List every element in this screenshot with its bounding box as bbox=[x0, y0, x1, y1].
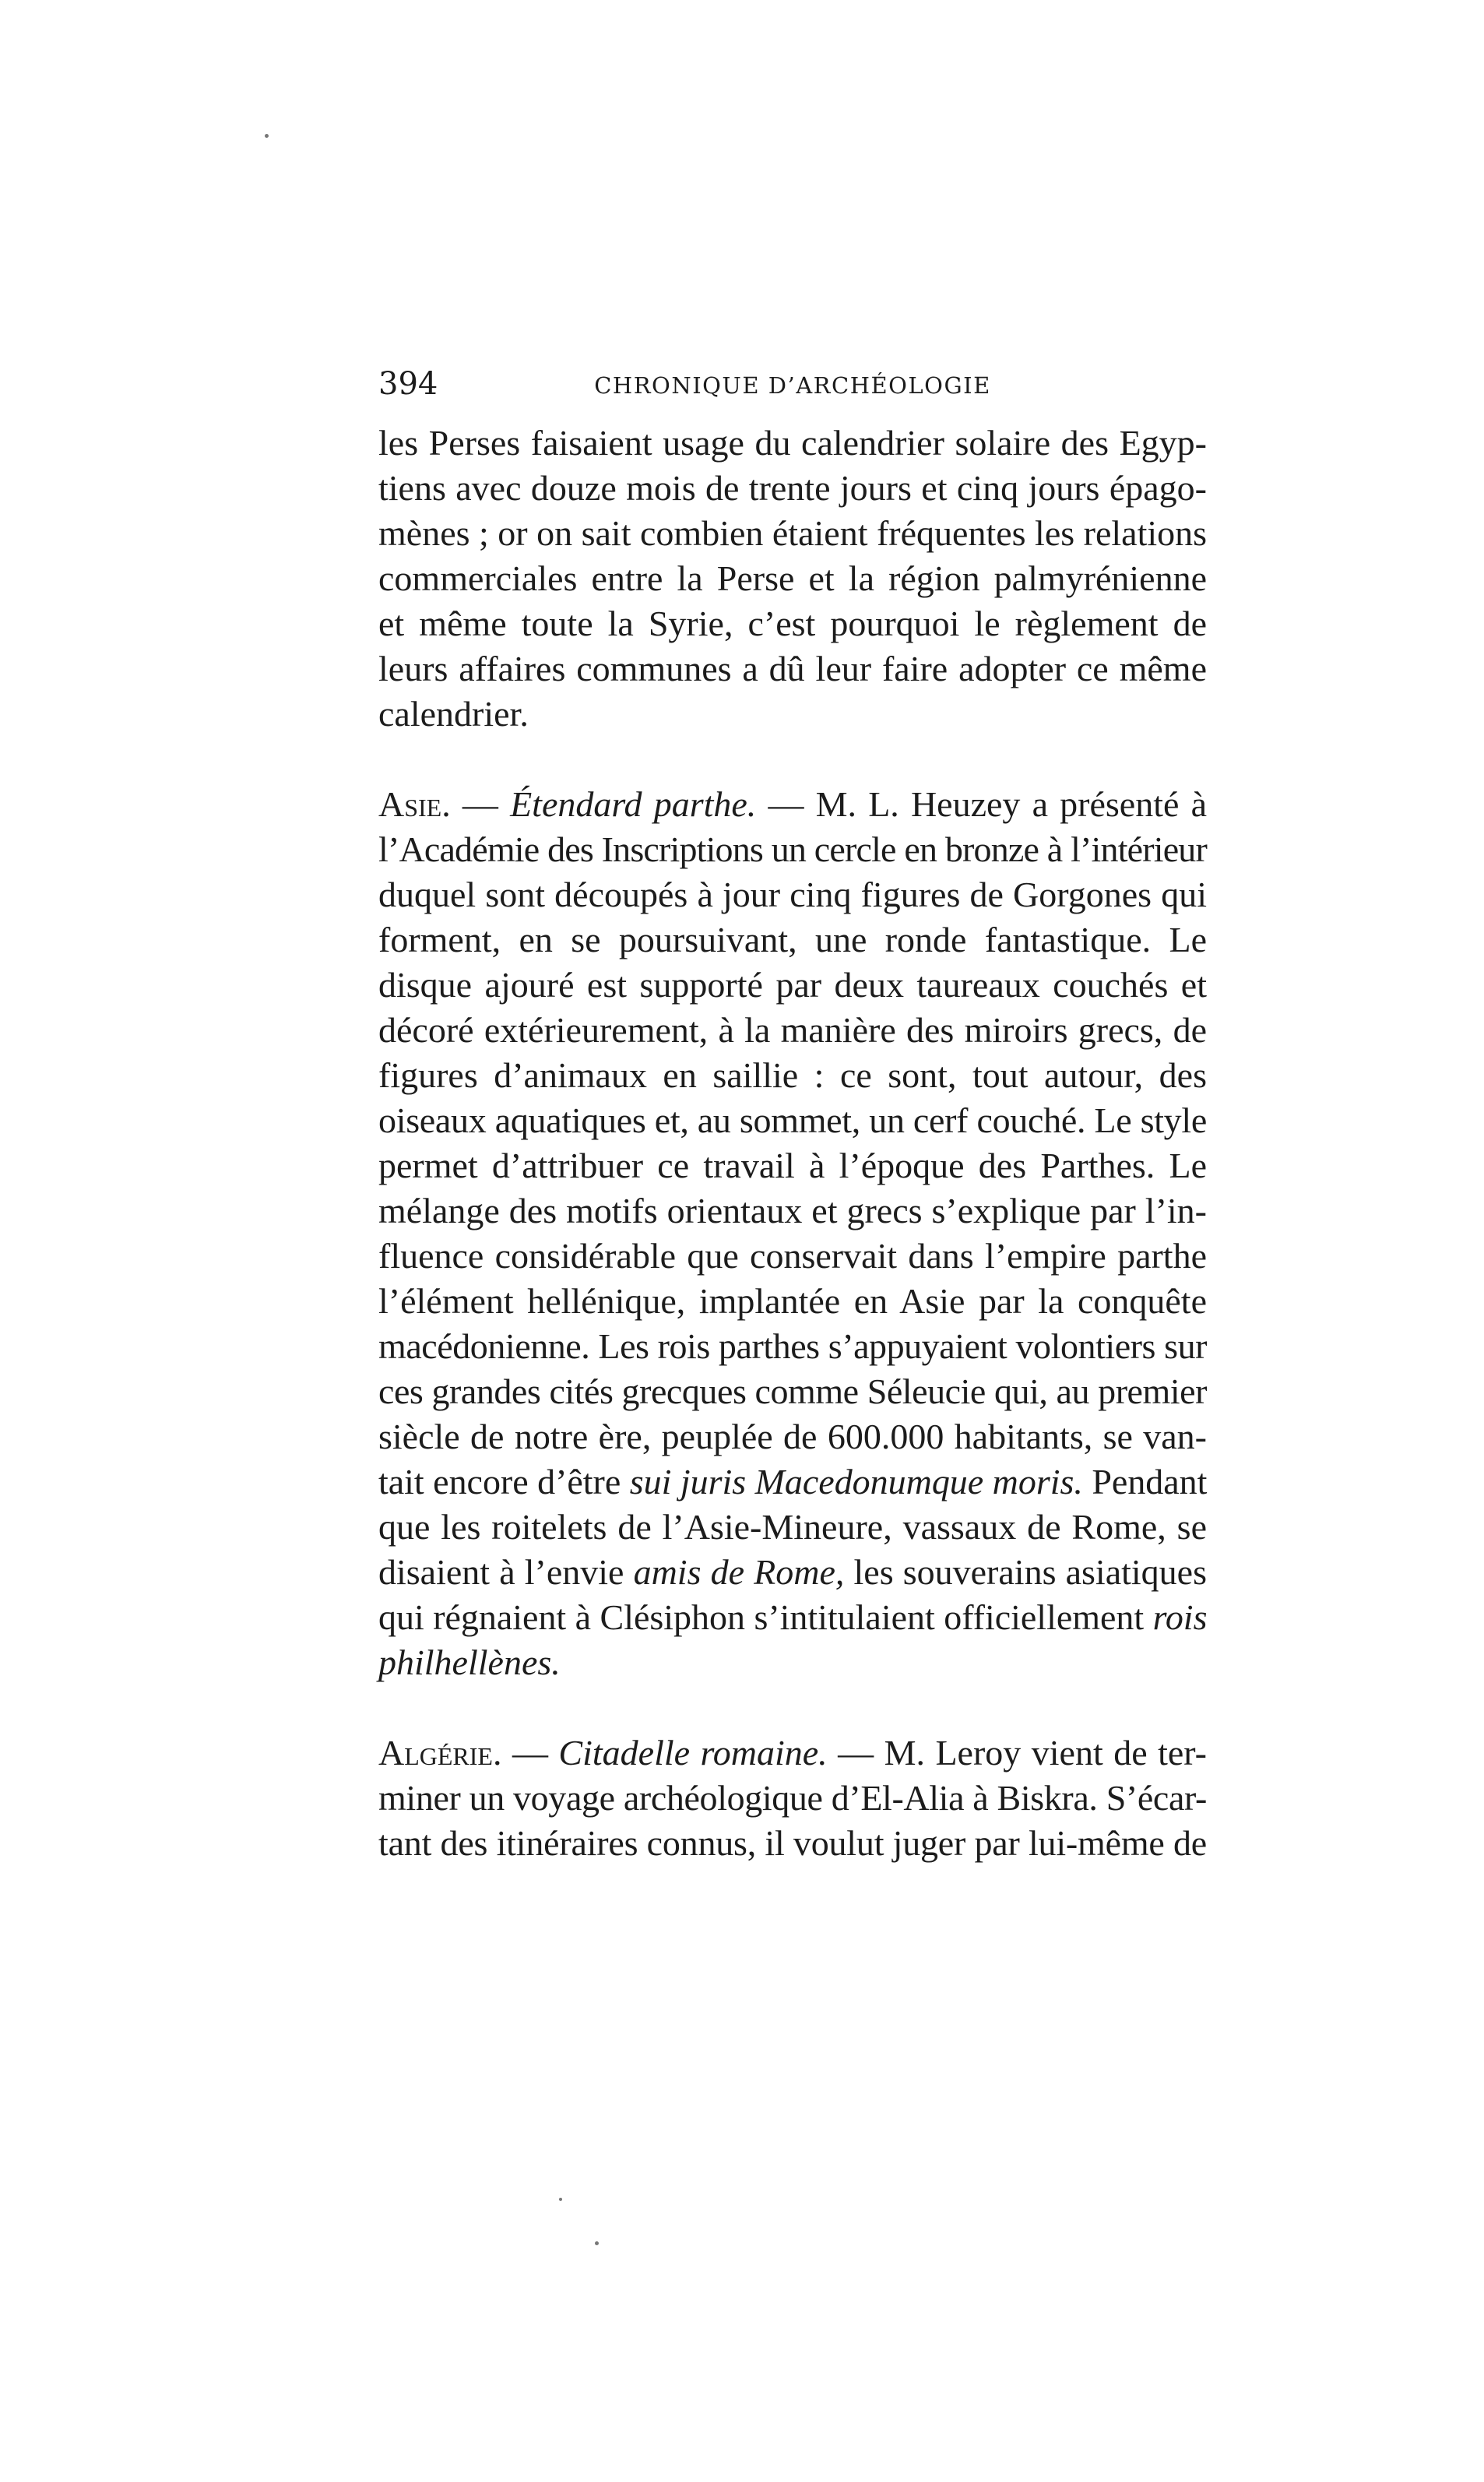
text-line: leurs affaires communes a dû leur faire adopter ce même bbox=[378, 649, 1207, 688]
print-speck bbox=[559, 2198, 562, 2201]
section-name: Algérie. bbox=[378, 1733, 502, 1773]
text-line: permet d’attribuer ce travail à l’époque des Parthes. Le bbox=[378, 1146, 1207, 1185]
body-text bbox=[378, 421, 1207, 1866]
text-line: mélange des motifs orientaux et grecs s’explique par l’in- bbox=[378, 1191, 1207, 1230]
italic-phrase: sui juris Macedonumque moris. bbox=[629, 1462, 1083, 1502]
text-line: oiseaux aquatiques et, au sommet, un cerf couché. Le style bbox=[378, 1100, 1207, 1140]
text-line: commerciales entre la Perse et la région palmyrénienne bbox=[378, 558, 1207, 598]
text-line: forment, en se poursuivant, une ronde fantastique. Le bbox=[378, 920, 1207, 959]
section-title: Étendard parthe. bbox=[510, 784, 757, 824]
text-line: figures d’animaux en saillie : ce sont, tout autour, des bbox=[378, 1055, 1207, 1095]
text-line: siècle de notre ère, peuplée de 600.000 habitants, se van- bbox=[378, 1417, 1207, 1456]
text-line: l’élément hellénique, implantée en Asie par la conquête bbox=[378, 1281, 1207, 1321]
text-line: miner un voyage archéologique d’El-Alia à Biskra. S’écar- bbox=[378, 1778, 1207, 1818]
text-line: calendrier. bbox=[378, 694, 529, 734]
text-line: disque ajouré est supporté par deux taureaux couchés et bbox=[378, 965, 1207, 1005]
paragraph-calendar bbox=[378, 421, 1207, 737]
section-name: Asie. bbox=[378, 784, 451, 824]
text-line: ces grandes cités grecques comme Séleucie qui, au premier bbox=[378, 1371, 1207, 1411]
text-line: tant des itinéraires connus, il voulut juger par lui-même de bbox=[378, 1823, 1207, 1863]
text-line: les Perses faisaient usage du calendrier solaire des Egyp- bbox=[378, 423, 1207, 463]
text-line: duquel sont découpés à jour cinq figures de Gorgones qui bbox=[378, 875, 1207, 914]
italic-phrase: philhellènes. bbox=[378, 1642, 561, 1682]
text-line: et même toute la Syrie, c’est pourquoi le règlement de bbox=[378, 604, 1207, 643]
print-speck bbox=[595, 2241, 599, 2245]
text-line: décoré extérieurement, à la manière des miroirs grecs, de bbox=[378, 1010, 1207, 1050]
paragraph-asie bbox=[378, 782, 1207, 1685]
text-line: macédonienne. Les rois parthes s’appuyaient volontiers sur bbox=[378, 1326, 1207, 1366]
text-line: mènes ; or on sait combien étaient fréquentes les relations bbox=[378, 513, 1208, 553]
section-heading-line: Algérie. — Citadelle romaine. — M. Leroy vient de ter- bbox=[378, 1733, 1207, 1773]
text-line: fluence considérable que conservait dans l’empire parthe bbox=[378, 1236, 1207, 1276]
section-heading-line: Asie. — Étendard parthe. — M. L. Heuzey a présenté à bbox=[378, 784, 1207, 824]
text-line bbox=[378, 1640, 1207, 1685]
section-title: Citadelle romaine. bbox=[558, 1733, 828, 1773]
text-line: que les roitelets de l’Asie-Mineure, vassaux de Rome, se bbox=[378, 1507, 1207, 1547]
page-header bbox=[378, 364, 1207, 403]
text-line: tait encore d’être sui juris Macedonumque moris. Pendant bbox=[378, 1462, 1208, 1502]
text-line: qui régnaient à Clésiphon s’intitulaient officiellement rois bbox=[378, 1597, 1208, 1637]
text-line: disaient à l’envie amis de Rome, les souverains asiatiques bbox=[378, 1552, 1207, 1592]
print-speck bbox=[265, 134, 269, 138]
text-line: tiens avec douze mois de trente jours et cinq jours épago- bbox=[378, 468, 1207, 508]
text-line: l’Académie des Inscriptions un cercle en bronze à l’intérieur bbox=[378, 829, 1207, 869]
page-number: 394 bbox=[378, 366, 438, 402]
running-head: CHRONIQUE D’ARCHÉOLOGIE bbox=[594, 372, 991, 399]
paragraph-algerie bbox=[378, 1730, 1207, 1866]
italic-phrase: rois bbox=[1152, 1597, 1208, 1637]
italic-phrase: amis de Rome, bbox=[633, 1552, 845, 1592]
